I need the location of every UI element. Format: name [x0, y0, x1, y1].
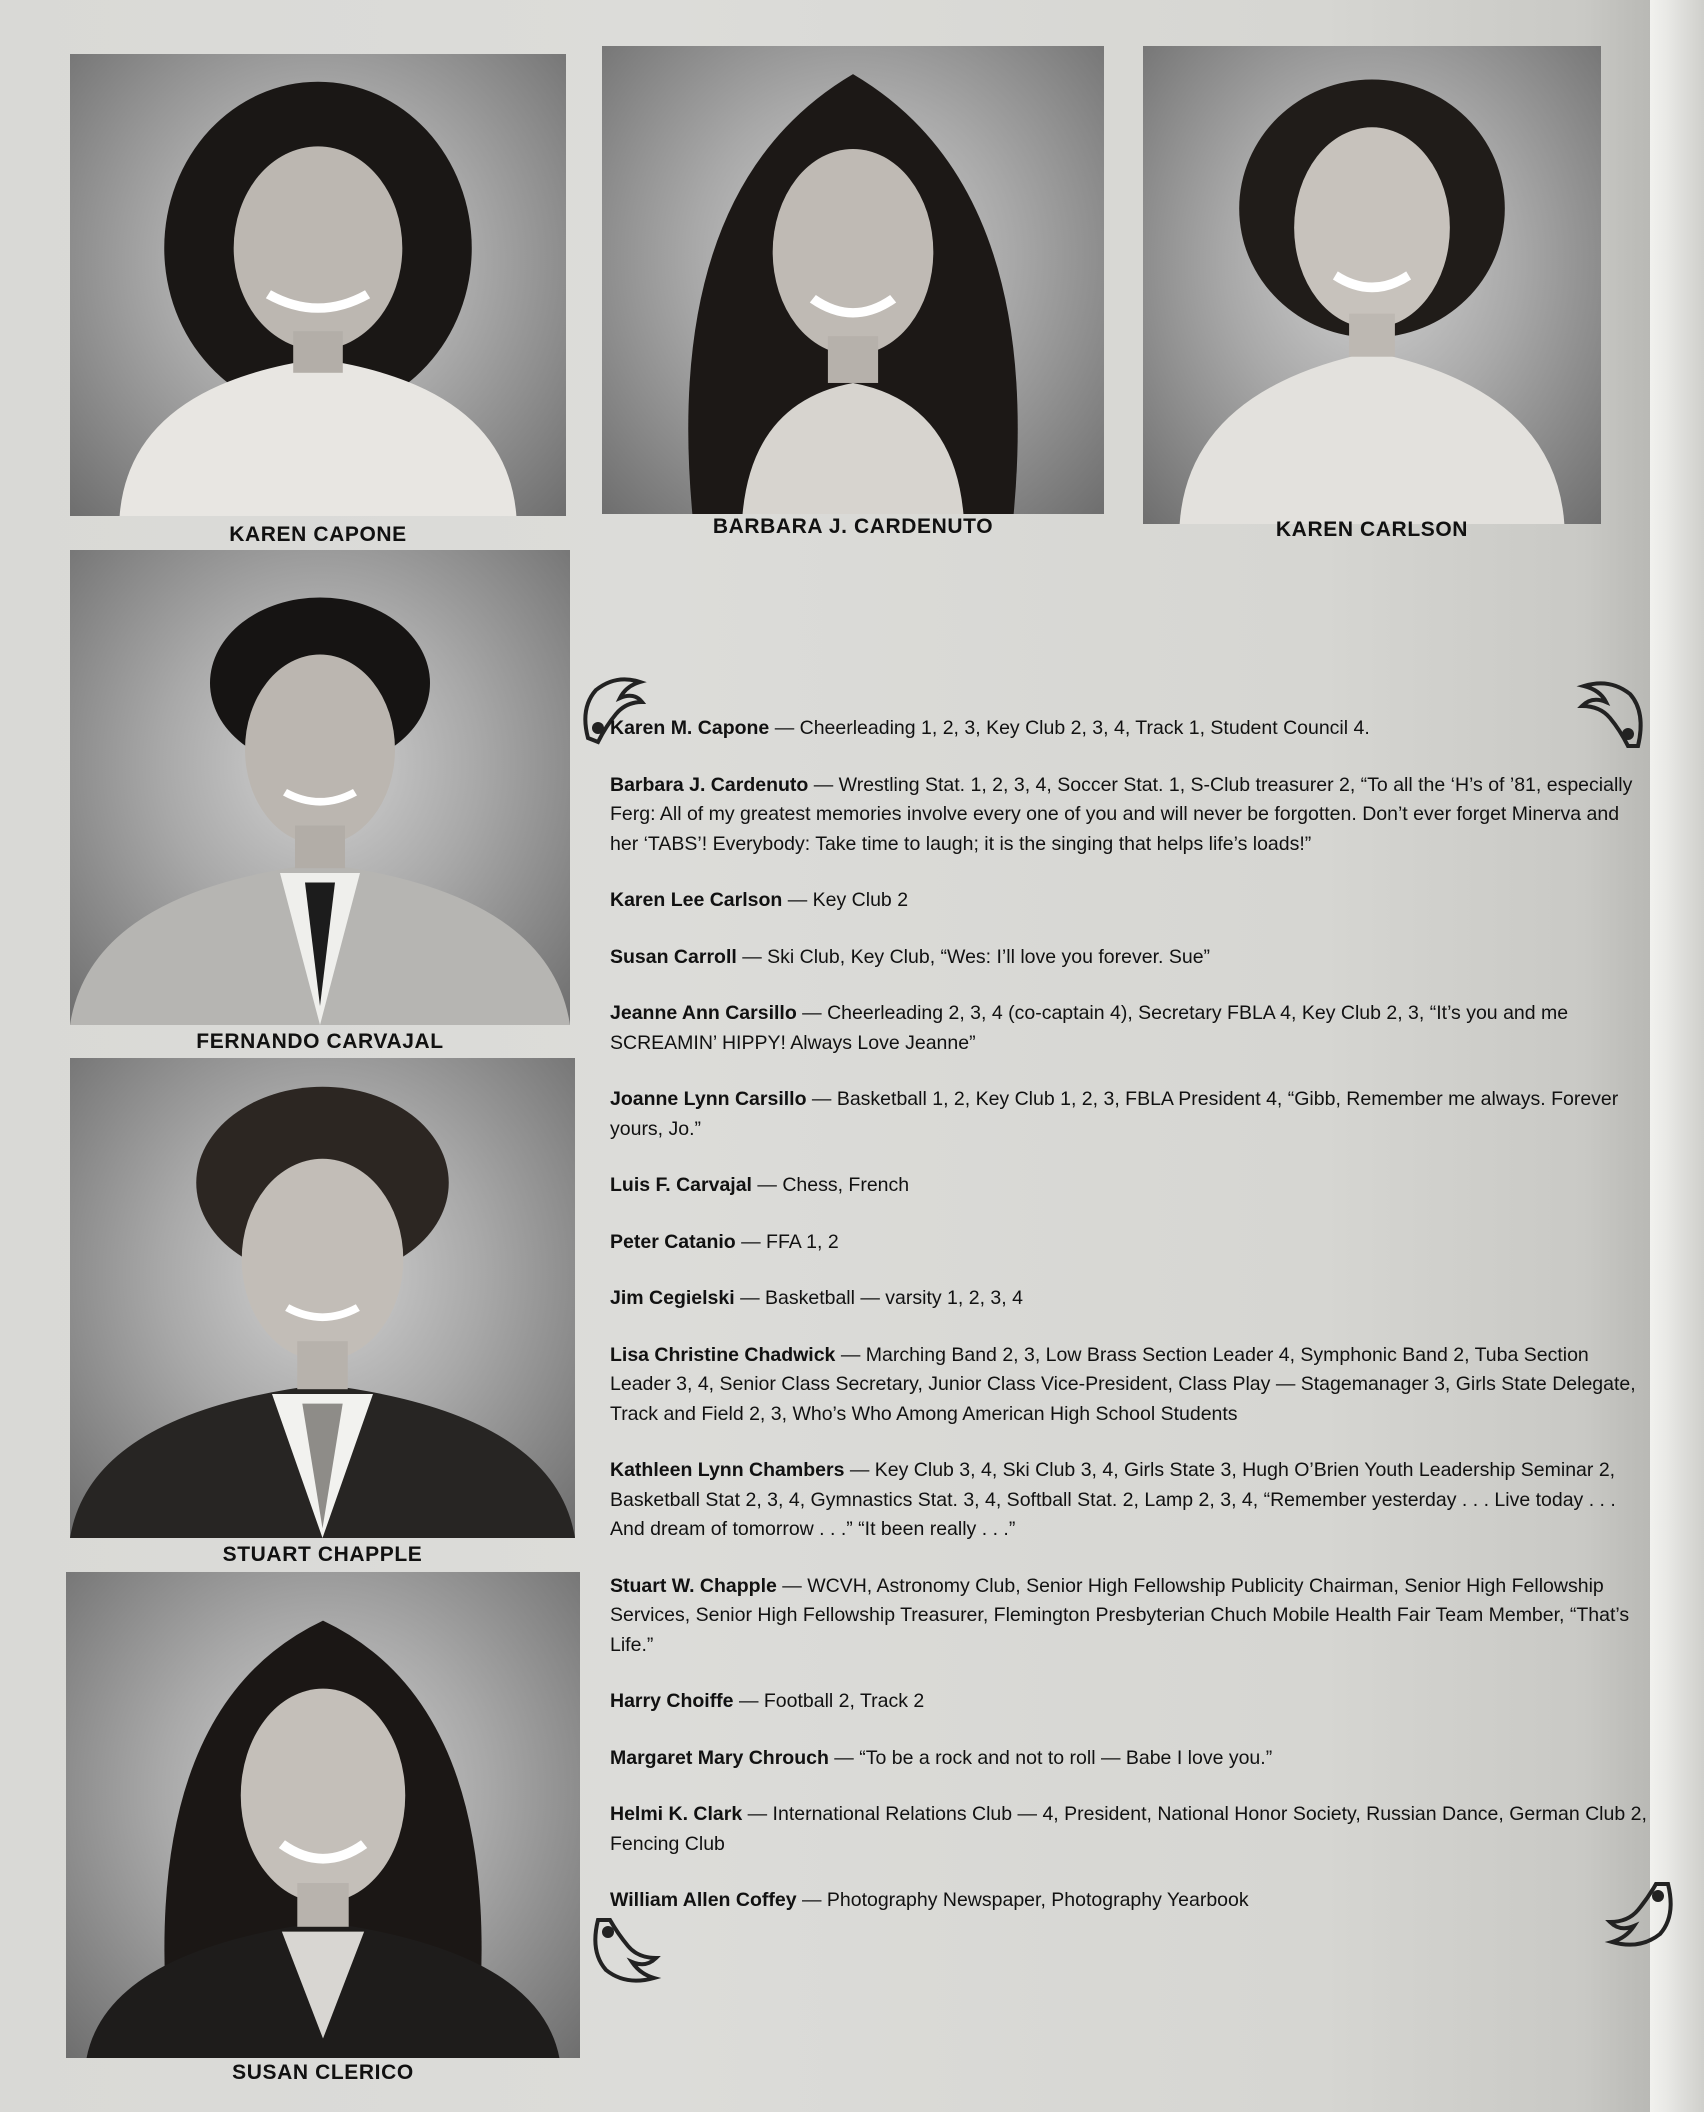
- list-item: [610, 714, 1650, 744]
- caption-susan-clerico: SUSAN CLERICO: [232, 2061, 414, 2084]
- entry-name: Stuart W. Chapple: [610, 1574, 777, 1597]
- entry-name: Helmi K. Clark: [610, 1803, 743, 1825]
- portrait-figure: [66, 1572, 580, 2058]
- list-item: [610, 1800, 1650, 1859]
- entry-name: Lisa Christine Chadwick: [610, 1343, 836, 1366]
- caption-fernando-carvajal: FERNANDO CARVAJAL: [196, 1030, 444, 1053]
- entry-activities: — Ski Club, Key Club, “Wes: I’ll love you forever. Sue”: [736, 945, 1211, 968]
- list-item: [610, 1171, 1650, 1201]
- entry-name: Kathleen Lynn Chambers: [610, 1459, 845, 1481]
- caption-karen-carlson: KAREN CARLSON: [1275, 518, 1469, 541]
- list-item: [610, 771, 1650, 860]
- list-item: [610, 1456, 1650, 1545]
- entry-name: Jeanne Ann Carsillo: [610, 1002, 797, 1024]
- entry-name: William Allen Coffey: [610, 1889, 797, 1911]
- entry-activities: — Chess, French: [751, 1174, 910, 1196]
- entry-name: Jim Cegielski: [610, 1287, 735, 1309]
- entry-activities: — Marching Band 2, 3, Low Brass Section Leader 4, Symphonic Band 2, Tuba Section Leader 3, 4, Senior Class Secretary, Junior Class Vice-President, Class Play — Stagemanager 3, Girls State Delegate, Track and Field 2, 3, Who’s Who Among American High School Students: [610, 1343, 1636, 1425]
- portrait-figure: [1143, 46, 1601, 524]
- entry-activities: — Key Club 2: [782, 889, 909, 911]
- list-item: [610, 1341, 1650, 1430]
- entry-activities: — Cheerleading 1, 2, 3, Key Club 2, 3, 4, Track 1, Student Council 4.: [769, 717, 1370, 739]
- entry-activities: — Basketball — varsity 1, 2, 3, 4: [734, 1287, 1023, 1309]
- portrait-figure: [70, 550, 570, 1025]
- page-edge: [1650, 0, 1704, 2112]
- list-item: [610, 886, 1650, 916]
- entry-activities: — Photography Newspaper, Photography Yearbook: [796, 1889, 1249, 1911]
- entry-activities: — “To be a rock and not to roll — Babe I love you.”: [828, 1746, 1273, 1769]
- portrait-figure: [602, 46, 1104, 514]
- portrait-figure: [70, 54, 566, 516]
- portrait-susan-clerico: [66, 1572, 580, 2058]
- entry-name: Barbara J. Cardenuto: [610, 773, 809, 796]
- entry-activities: — WCVH, Astronomy Club, Senior High Fellowship Publicity Chairman, Senior High Fellowship Services, Senior High Fellowship Treasurer, Flemington Presbyterian Chuch Mobile Health Fair Team Member, “That’s Life.”: [610, 1574, 1630, 1656]
- entry-name: Luis F. Carvajal: [610, 1174, 752, 1196]
- entry-name: Karen M. Capone: [610, 717, 770, 739]
- list-item: [610, 1886, 1650, 1916]
- entry-name: Susan Carroll: [610, 945, 737, 968]
- entry-activities: — International Relations Club — 4, President, National Honor Society, Russian Dance, German Club 2, Fencing Club: [610, 1803, 1647, 1855]
- list-item: [610, 1228, 1650, 1258]
- entry-name: Joanne Lynn Carsillo: [610, 1088, 807, 1110]
- list-item: [610, 1085, 1650, 1144]
- caption-stuart-chapple: STUART CHAPPLE: [222, 1543, 423, 1566]
- entry-name: Margaret Mary Chrouch: [610, 1746, 829, 1769]
- list-item: [610, 999, 1650, 1058]
- portrait-figure: [70, 1058, 575, 1538]
- portrait-karen-carlson: [1143, 46, 1601, 524]
- entry-name: Karen Lee Carlson: [610, 889, 783, 911]
- entry-activities: — Key Club 3, 4, Ski Club 3, 4, Girls State 3, Hugh O’Brien Youth Leadership Seminar 2, Basketball Stat 2, 3, 4, Gymnastics Stat. 3, 4, Softball Stat. 2, Lamp 2, 3, 4, “Remember yesterday . . . Live today . . . And dream of tomorrow . . .” “It been really . . .”: [610, 1459, 1616, 1540]
- entry-activities: — Cheerleading 2, 3, 4 (co-captain 4), Secretary FBLA 4, Key Club 2, 3, “It’s you and me SCREAMIN’ HIPPY! Always Love Jeanne”: [610, 1002, 1569, 1054]
- list-item: [610, 1744, 1650, 1774]
- portrait-stuart-chapple: [70, 1058, 575, 1538]
- entry-name: Harry Choiffe: [610, 1690, 734, 1712]
- entry-activities: — FFA 1, 2: [735, 1230, 839, 1253]
- list-item: [610, 1572, 1650, 1661]
- entry-activities: — Basketball 1, 2, Key Club 1, 2, 3, FBLA President 4, “Gibb, Remember me always. Forever yours, Jo.”: [610, 1088, 1619, 1140]
- list-item: [610, 1284, 1650, 1314]
- entry-name: Peter Catanio: [610, 1230, 736, 1253]
- entry-activities: — Football 2, Track 2: [733, 1690, 925, 1712]
- portrait-barbara-cardenuto: [602, 46, 1104, 514]
- entry-activities: — Wrestling Stat. 1, 2, 3, 4, Soccer Stat. 1, S-Club treasurer 2, “To all the ‘H’s of ’81, especially Ferg: All of my greatest memories involve every one of you and will never be forgotten. Don’t ever forget Minerva and her ‘TABS’! Everybody: Take time to laugh; it is the singing that helps life’s loads!”: [610, 773, 1633, 855]
- list-item: [610, 1687, 1650, 1717]
- senior-entries-list: [610, 714, 1650, 1943]
- caption-karen-capone: KAREN CAPONE: [229, 523, 407, 546]
- caption-barbara-cardenuto: BARBARA J. CARDENUTO: [712, 515, 994, 538]
- portrait-fernando-carvajal: [70, 550, 570, 1025]
- portrait-karen-capone: [70, 54, 566, 516]
- list-item: [610, 943, 1650, 973]
